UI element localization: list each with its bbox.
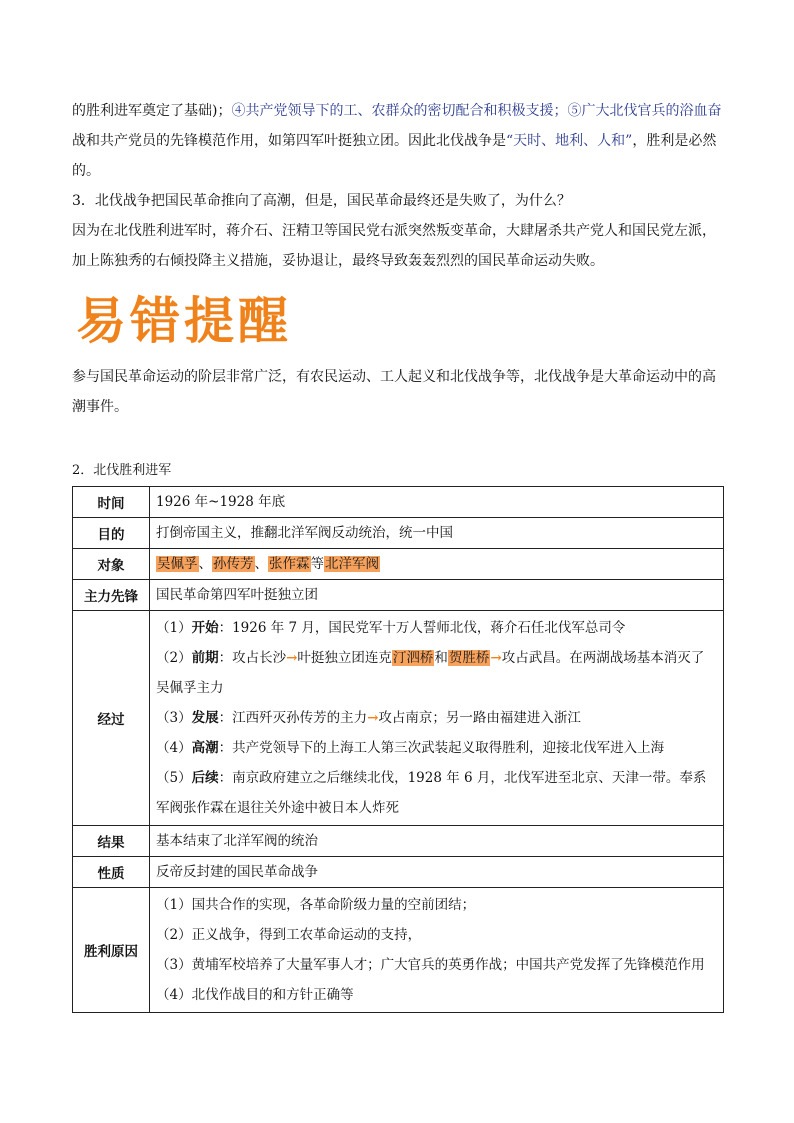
highlight-term: 张作霖 (269, 556, 310, 572)
process-step (156, 733, 717, 763)
row-value (150, 611, 724, 826)
text-span: 等 (310, 556, 324, 572)
northern-expedition-table (72, 486, 724, 1013)
highlight-term: 贺胜桥 (448, 650, 490, 666)
step-text: 攻占武昌。在两湖战场基本消灭了 (501, 650, 705, 666)
text-span: ，胜利是必然 (632, 133, 717, 149)
step-number: （4） (156, 740, 192, 756)
step-keyword: 后续 (191, 770, 219, 786)
reason-item: （4）北伐作战目的和方针正确等 (156, 987, 354, 1003)
answer-3-line-2: 加上陈独秀的右倾投降主义措施，妥协退让，最终导致轰轰烈烈的国民革命运动失败。 (72, 253, 604, 269)
reason-item: （2）正义战争，得到工农革命运动的支持， (156, 927, 422, 943)
text-span-blue: ④共产党领导下的工、农群众的密切配合和积极支援；⑤广大北伐官兵的浴血奋 (231, 103, 722, 119)
row-header: 经过 (73, 611, 150, 826)
reason-item: （1）国共合作的实现，各革命阶级力量的空前团结； (156, 897, 476, 913)
process-step-continued: 军阀张作霖在退往关外途中被日本人炸死 (156, 800, 399, 816)
step-keyword: 前期 (191, 650, 219, 666)
process-step (156, 703, 717, 733)
error-reminder-banner: 易错提醒 (76, 292, 292, 350)
highlight-term: 吴佩孚 (157, 556, 198, 572)
text-span-blue: “天时、地利、人和” (506, 133, 633, 149)
arrow-icon: → (367, 710, 379, 726)
intro-paragraph-2 (72, 126, 724, 156)
row-header: 主力先锋 (73, 580, 150, 611)
table-row (73, 580, 724, 611)
process-step-continued: 吴佩孚主力 (156, 680, 224, 696)
intro-paragraph-3: 的。 (72, 163, 100, 179)
row-header: 性质 (73, 857, 150, 888)
row-value: 反帝反封建的国民革命战争 (150, 857, 724, 888)
step-number: （3） (156, 710, 192, 726)
reminder-line-1: 参与国民革命运动的阶层非常广泛，有农民运动、工人起义和北伐战争等，北伐战争是大革命运动中的高 (72, 369, 716, 385)
step-text: ：1926 年 7 月，国民党军十万人誓师北伐，蒋介石任北伐军总司令 (218, 620, 626, 636)
step-text: ：共产党领导下的上海工人第三次武装起义取得胜利，迎接北伐军进入上海 (218, 740, 665, 756)
spacer (72, 422, 724, 452)
row-value (150, 549, 724, 580)
table-row (73, 518, 724, 549)
question-3: 3．北伐战争把国民革命推向了高潮，但是，国民革命最终还是失败了，为什么？ (72, 193, 571, 209)
step-text: ：江西歼灭孙传芳的主力 (218, 710, 368, 726)
row-header: 目的 (73, 518, 150, 549)
step-text: ：攻占长沙 (218, 650, 287, 666)
intro-paragraph-1 (72, 96, 724, 126)
reminder-line-2: 潮事件。 (72, 399, 128, 415)
text-span: 战和共产党员的先锋模范作用，如第四军叶挺独立团。因此北伐战争是 (72, 133, 506, 149)
row-header: 时间 (73, 487, 150, 518)
step-keyword: 开始 (191, 620, 219, 636)
text-span: 、 (198, 556, 212, 572)
arrow-icon: → (490, 650, 502, 666)
table-row (73, 549, 724, 580)
highlight-term: 孙传芳 (213, 556, 254, 572)
highlight-term: 汀泗桥 (392, 650, 434, 666)
process-step (156, 613, 717, 643)
step-number: （1） (156, 620, 192, 636)
answer-3-line-1: 因为在北伐胜利进军时，蒋介石、汪精卫等国民党右派突然叛变革命，大肆屠杀共产党人和国民党左派， (72, 223, 716, 239)
document-page (72, 96, 724, 1013)
highlight-term: 北洋军阀 (325, 556, 379, 572)
row-header: 胜利原因 (73, 888, 150, 1013)
step-text: 叶挺独立团连克 (297, 650, 392, 666)
step-text: 和 (434, 650, 448, 666)
step-text: 攻占南京；另一路由福建进入浙江 (378, 710, 581, 726)
text-span: 的胜利进军奠定了基础)； (72, 103, 232, 119)
row-header: 对象 (73, 549, 150, 580)
process-step (156, 763, 717, 793)
table-row (73, 826, 724, 857)
table-row (73, 611, 724, 826)
step-number: （2） (156, 650, 192, 666)
process-step (156, 643, 717, 673)
table-row (73, 888, 724, 1013)
table-row (73, 487, 724, 518)
row-value: 国民革命第四军叶挺独立团 (150, 580, 724, 611)
step-keyword: 高潮 (191, 740, 219, 756)
step-text: ：南京政府建立之后继续北伐，1928 年 6 月，北伐军进至北京、天津一带。奉系 (218, 770, 707, 786)
row-value: 基本结束了北洋军阀的统治 (150, 826, 724, 857)
row-header: 结果 (73, 826, 150, 857)
table-caption: 2．北伐胜利进军 (72, 463, 172, 478)
step-keyword: 发展 (191, 710, 219, 726)
table-row (73, 857, 724, 888)
row-value: 1926 年~1928 年底 (150, 487, 724, 518)
reason-item: （3）黄埔军校培养了大量军事人才；广大官兵的英勇作战；中国共产党发挥了先锋模范作用 (156, 957, 705, 973)
step-number: （5） (156, 770, 192, 786)
row-value: 打倒帝国主义，推翻北洋军阀反动统治，统一中国 (150, 518, 724, 549)
row-value (150, 888, 724, 1013)
text-span: 、 (254, 556, 268, 572)
arrow-icon: → (286, 650, 298, 666)
